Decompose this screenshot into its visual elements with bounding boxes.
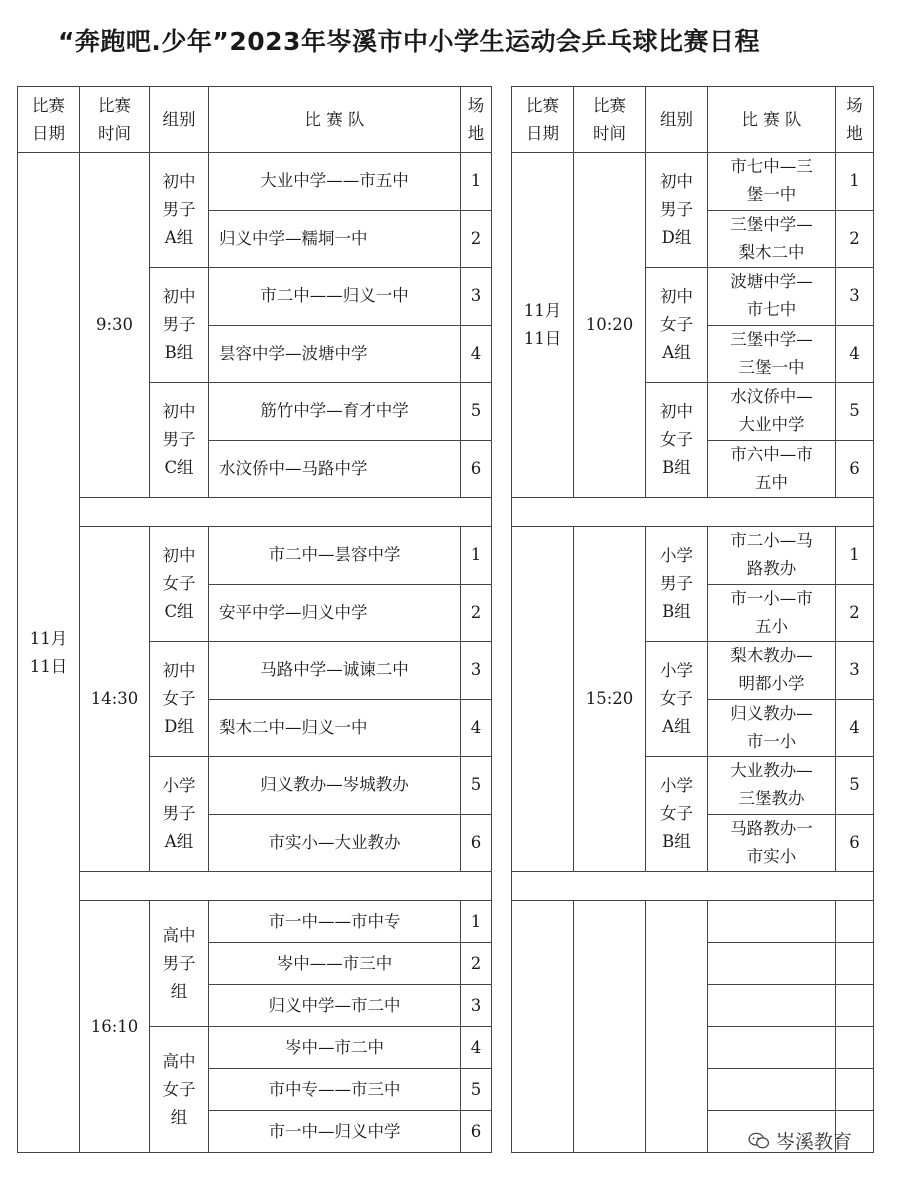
match-date-empty — [512, 527, 574, 872]
table-row — [18, 901, 874, 943]
group-name: 初中 女子 B组 — [646, 383, 708, 498]
group-name: 高中 女子 组 — [150, 1027, 209, 1153]
match-teams: 水汶侨中—马路中学 — [209, 440, 461, 498]
match-teams: 波塘中学— 市七中 — [708, 268, 836, 326]
match-teams: 归义中学—糯垌一中 — [209, 210, 461, 268]
empty-cell — [836, 901, 874, 943]
court-number: 2 — [461, 943, 492, 985]
group-name: 初中 男子 D组 — [646, 153, 708, 268]
match-teams: 市一小—市 五小 — [708, 584, 836, 642]
empty-cell — [646, 901, 708, 1153]
table-row — [18, 872, 874, 901]
watermark-text: 岑溪教育 — [776, 1131, 853, 1153]
table-row — [18, 498, 874, 527]
court-number: 6 — [836, 814, 874, 872]
court-number: 1 — [836, 527, 874, 585]
match-teams: 市一中——市中专 — [209, 901, 461, 943]
empty-cell — [708, 1027, 836, 1069]
match-teams: 归义中学—市二中 — [209, 985, 461, 1027]
empty-cell — [836, 985, 874, 1027]
watermark — [748, 1127, 852, 1154]
empty-cell — [836, 1027, 874, 1069]
match-teams: 大业中学——市五中 — [209, 153, 461, 211]
group-name: 初中 女子 D组 — [150, 642, 209, 757]
court-number: 2 — [836, 210, 874, 268]
match-teams: 归义教办—岑城教办 — [209, 757, 461, 815]
session-separator — [512, 498, 874, 527]
session-separator — [512, 872, 874, 901]
session-separator — [80, 872, 492, 901]
schedule-table — [17, 86, 874, 1153]
header-court: 场 地 — [461, 87, 492, 153]
match-teams: 梨木教办— 明都小学 — [708, 642, 836, 700]
court-number: 2 — [461, 584, 492, 642]
group-name: 小学 女子 A组 — [646, 642, 708, 757]
court-number: 4 — [461, 1027, 492, 1069]
court-number: 1 — [461, 153, 492, 211]
group-name: 初中 女子 C组 — [150, 527, 209, 642]
group-name: 小学 女子 B组 — [646, 757, 708, 872]
table-row — [18, 153, 874, 211]
court-number: 3 — [836, 268, 874, 326]
empty-cell — [708, 901, 836, 943]
court-number: 6 — [461, 440, 492, 498]
court-number: 5 — [461, 1069, 492, 1111]
header-group: 组别 — [150, 87, 209, 153]
column-gap — [492, 87, 512, 1153]
header-group: 组别 — [646, 87, 708, 153]
match-teams: 昙容中学—波塘中学 — [209, 325, 461, 383]
court-number: 4 — [836, 699, 874, 757]
wechat-icon — [748, 1132, 770, 1150]
match-teams: 市一中—归义中学 — [209, 1111, 461, 1153]
header-teams: 比 赛 队 — [209, 87, 461, 153]
group-name: 小学 男子 B组 — [646, 527, 708, 642]
empty-cell — [512, 901, 574, 1153]
match-teams: 市六中—市 五中 — [708, 440, 836, 498]
match-teams: 水汶侨中— 大业中学 — [708, 383, 836, 441]
session-separator — [80, 498, 492, 527]
match-time: 9:30 — [80, 153, 150, 498]
match-time: 10:20 — [574, 153, 646, 498]
court-number: 6 — [461, 814, 492, 872]
group-name: 初中 男子 A组 — [150, 153, 209, 268]
group-name: 初中 男子 C组 — [150, 383, 209, 498]
empty-cell — [574, 901, 646, 1153]
match-time: 16:10 — [80, 901, 150, 1153]
court-number: 4 — [461, 699, 492, 757]
match-teams: 归义教办— 市一小 — [708, 699, 836, 757]
match-teams: 大业教办— 三堡教办 — [708, 757, 836, 815]
page-title: “奔跑吧.少年”2023年岑溪市中小学生运动会乒乓球比赛日程 — [58, 27, 760, 56]
court-number: 4 — [461, 325, 492, 383]
match-time: 14:30 — [80, 527, 150, 872]
header-court: 场 地 — [836, 87, 874, 153]
match-teams: 岑中——市三中 — [209, 943, 461, 985]
court-number: 5 — [836, 757, 874, 815]
match-teams: 市二中——归义一中 — [209, 268, 461, 326]
match-teams: 安平中学—归义中学 — [209, 584, 461, 642]
match-teams: 马路中学—诚谏二中 — [209, 642, 461, 700]
header-time: 比赛 时间 — [80, 87, 150, 153]
group-name: 初中 男子 B组 — [150, 268, 209, 383]
match-teams: 筋竹中学—育才中学 — [209, 383, 461, 441]
group-name: 初中 女子 A组 — [646, 268, 708, 383]
header-teams: 比 赛 队 — [708, 87, 836, 153]
group-name: 小学 男子 A组 — [150, 757, 209, 872]
empty-cell — [708, 1069, 836, 1111]
court-number: 1 — [461, 527, 492, 585]
court-number: 5 — [461, 757, 492, 815]
court-number: 3 — [836, 642, 874, 700]
match-teams: 市实小—大业教办 — [209, 814, 461, 872]
empty-cell — [836, 1069, 874, 1111]
header-date: 比赛 日期 — [18, 87, 80, 153]
court-number: 2 — [836, 584, 874, 642]
court-number: 3 — [461, 985, 492, 1027]
court-number: 3 — [461, 642, 492, 700]
match-date: 11月 11日 — [512, 153, 574, 498]
table-row — [18, 527, 874, 585]
match-date: 11月 11日 — [18, 153, 80, 1153]
court-number: 6 — [836, 440, 874, 498]
match-teams: 梨木二中—归义一中 — [209, 699, 461, 757]
empty-cell — [836, 943, 874, 985]
match-teams: 三堡中学— 梨木二中 — [708, 210, 836, 268]
match-teams: 岑中—市二中 — [209, 1027, 461, 1069]
match-teams: 市二中—昙容中学 — [209, 527, 461, 585]
court-number: 1 — [836, 153, 874, 211]
header-date: 比赛 日期 — [512, 87, 574, 153]
empty-cell — [708, 985, 836, 1027]
match-teams: 市二小—马 路教办 — [708, 527, 836, 585]
match-time: 15:20 — [574, 527, 646, 872]
court-number: 2 — [461, 210, 492, 268]
match-teams: 三堡中学— 三堡一中 — [708, 325, 836, 383]
match-teams: 马路教办一 市实小 — [708, 814, 836, 872]
header-row — [18, 87, 874, 153]
court-number: 3 — [461, 268, 492, 326]
court-number: 5 — [461, 383, 492, 441]
empty-cell — [708, 943, 836, 985]
court-number: 6 — [461, 1111, 492, 1153]
group-name: 高中 男子 组 — [150, 901, 209, 1027]
court-number: 4 — [836, 325, 874, 383]
header-time: 比赛 时间 — [574, 87, 646, 153]
court-number: 5 — [836, 383, 874, 441]
match-teams: 市七中—三 堡一中 — [708, 153, 836, 211]
court-number: 1 — [461, 901, 492, 943]
match-teams: 市中专——市三中 — [209, 1069, 461, 1111]
